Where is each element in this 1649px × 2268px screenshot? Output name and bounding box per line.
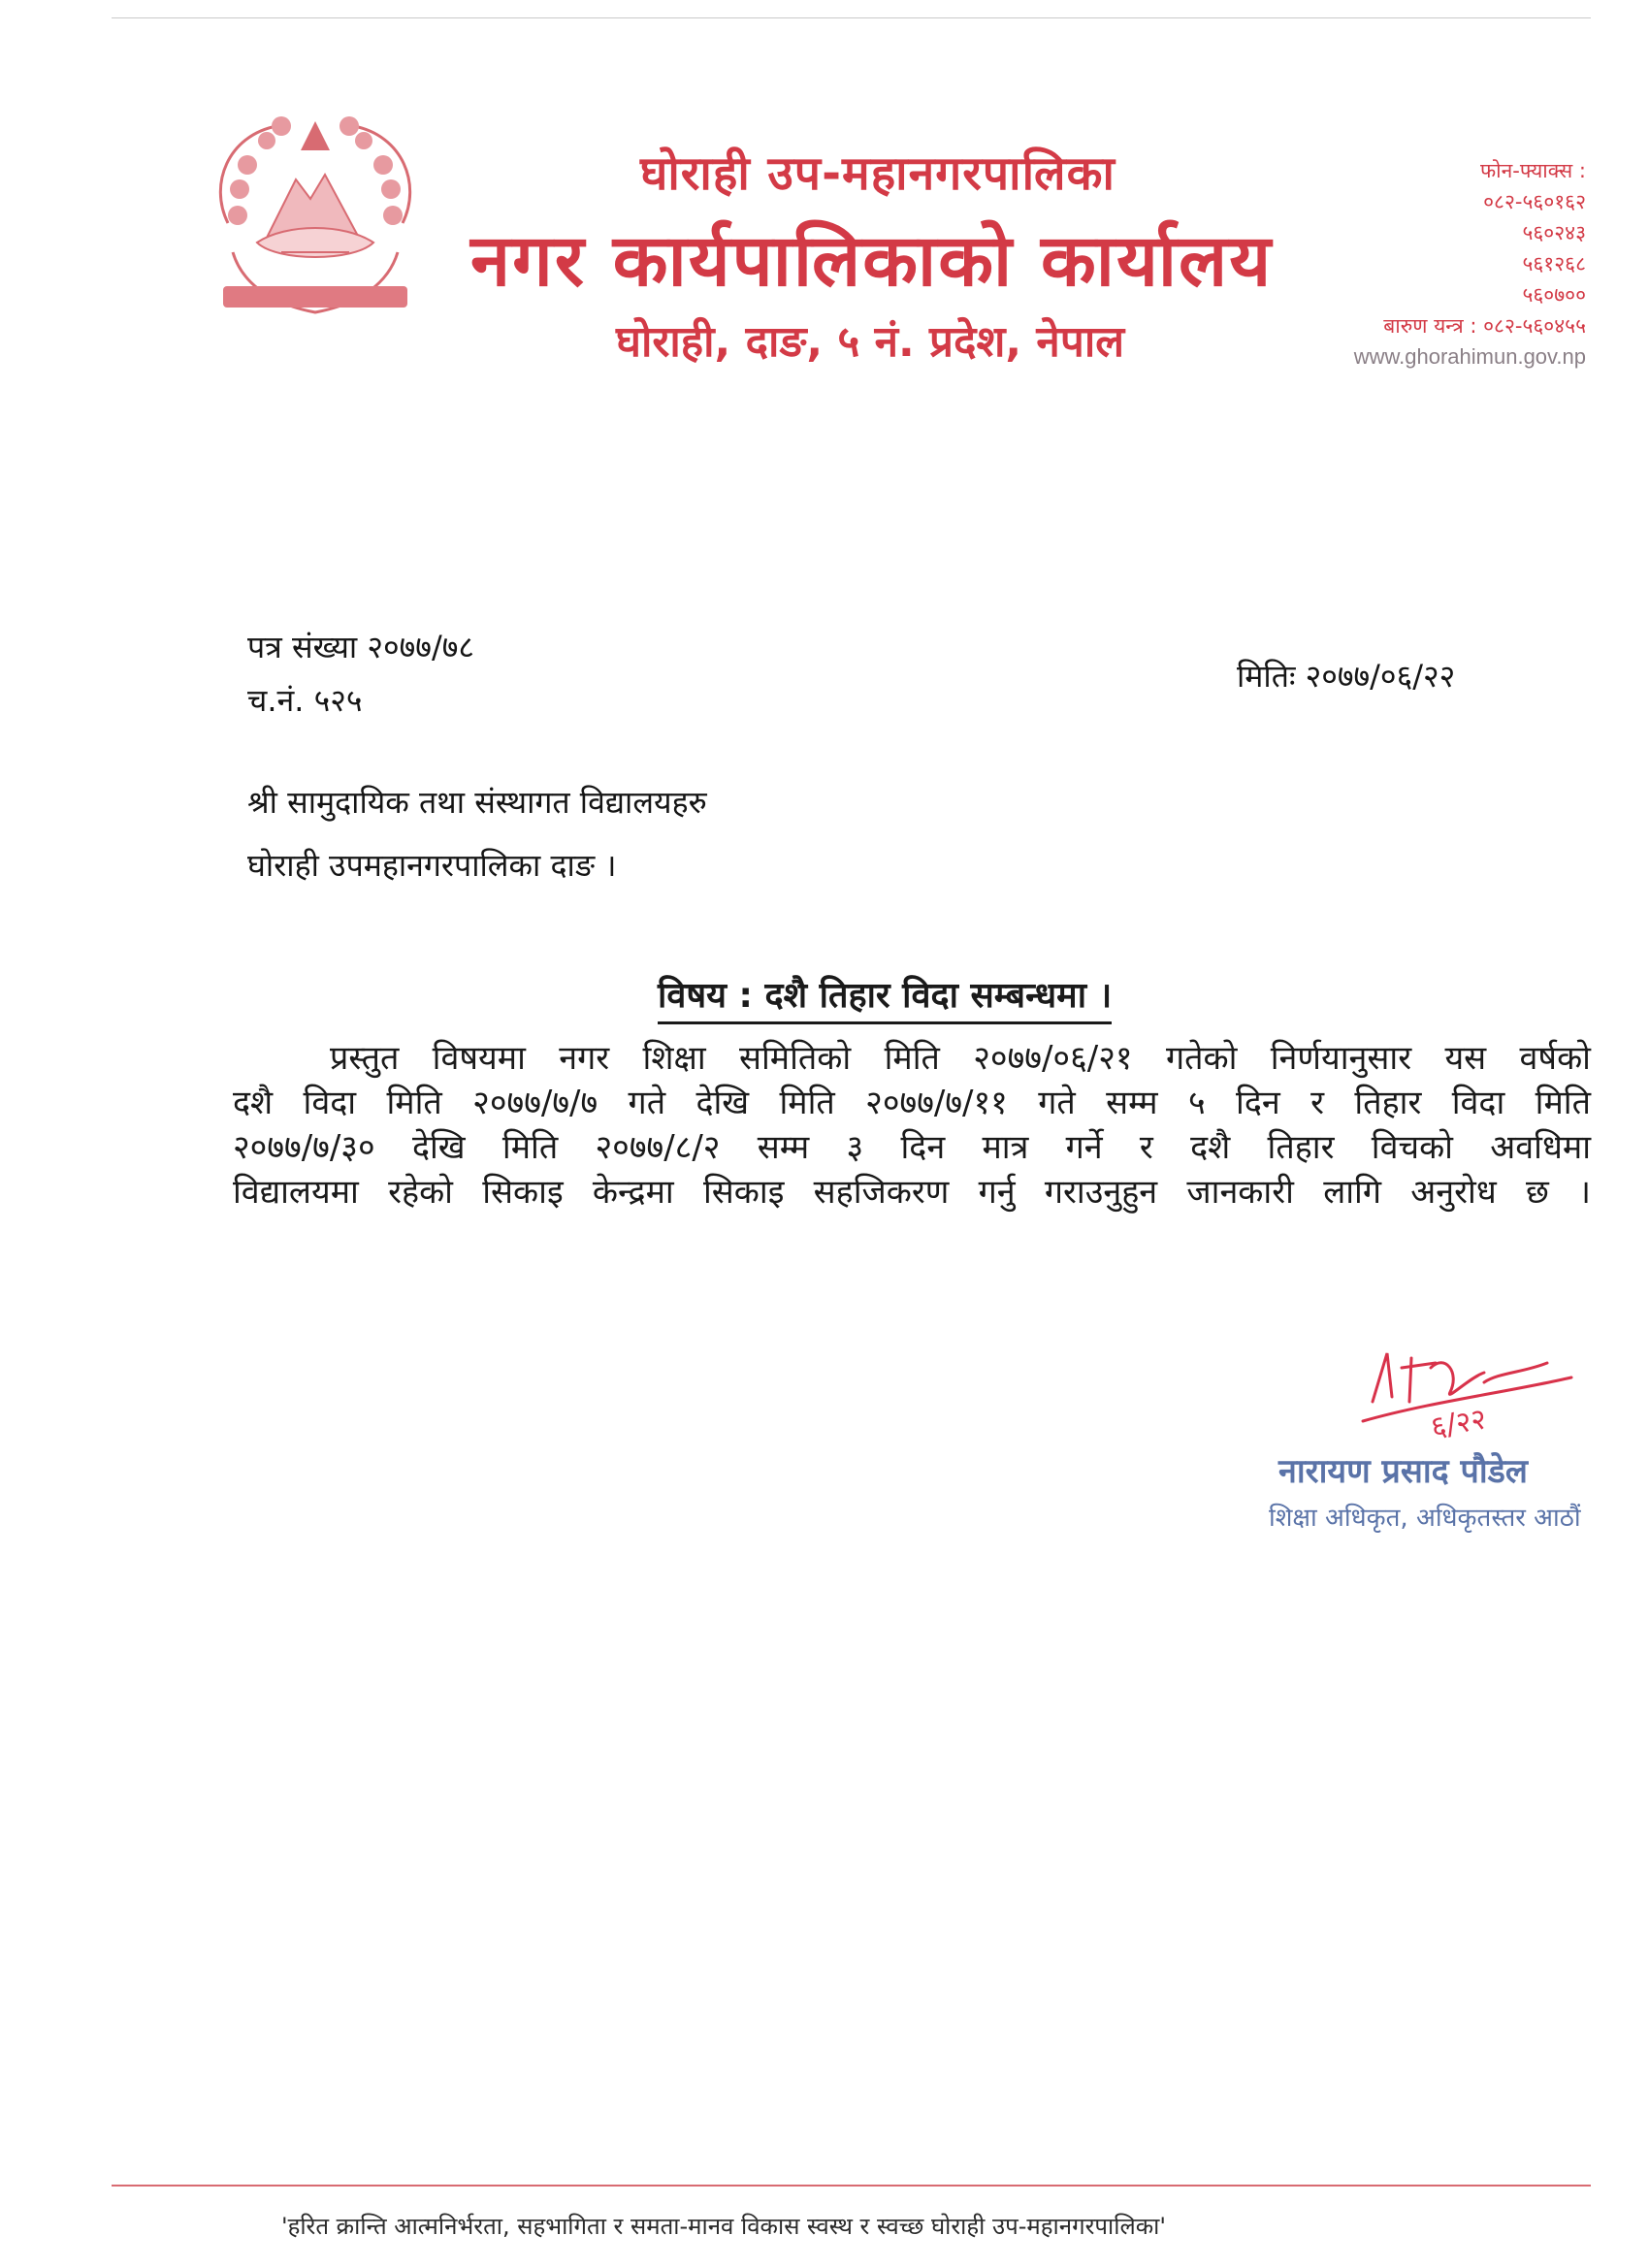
emblem-icon xyxy=(189,107,441,330)
website-link[interactable]: www.ghorahimun.gov.np xyxy=(1353,344,1586,369)
contact-block xyxy=(1354,155,1586,373)
office-name: नगर कार्यपालिकाको कार्यालय xyxy=(470,219,1274,303)
letter-date: मितिः २०७७/०६/२२ xyxy=(1237,658,1456,695)
signature-date: ६/२२ xyxy=(1428,1402,1489,1445)
office-address: घोराही, दाङ, ५ नं. प्रदेश, नेपाल xyxy=(616,317,1125,367)
phone-number: ०८२-५६०१६२ xyxy=(1483,190,1586,213)
body-line: २०७७/७/३० देखि मिति २०७७/८/२ सम्म ३ दिन मात्र गर्ने र दशै तिहार विचको अवधिमा xyxy=(233,1128,1591,1167)
contact-label: फोन-फ्याक्स : xyxy=(1479,159,1586,182)
recipient-line: श्री सामुदायिक तथा संस्थागत विद्यालयहरु xyxy=(247,784,707,821)
signature-icon xyxy=(1353,1334,1586,1460)
municipality-name: घोराही उप-महानगरपालिका xyxy=(640,146,1116,201)
top-rule xyxy=(112,17,1591,18)
phone-number: ५६१२६८ xyxy=(1522,252,1586,275)
phone-number: ५६०७०० xyxy=(1522,283,1586,307)
dispatch-number: च.नं. ५२५ xyxy=(247,682,363,719)
recipient-address: घोराही उपमहानगरपालिका दाङ । xyxy=(247,847,617,884)
bottom-rule xyxy=(112,2185,1591,2187)
phone-number: ५६०२४३ xyxy=(1522,221,1586,244)
body-line: प्रस्तुत विषयमा नगर शिक्षा समितिको मिति २०७७/०६/२१ गतेको निर्णयानुसार यस वर्षको xyxy=(330,1039,1591,1078)
signatory-title: शिक्षा अधिकृत, अधिकृतस्तर आठौं xyxy=(1269,1504,1581,1533)
footer-slogan: 'हरित क्रान्ति आत्मनिर्भरता, सहभागिता र समता-मानव विकास स्वस्थ र स्वच्छ घोराही उप-महानगरपालिका' xyxy=(281,2213,1166,2240)
fire-contact: बारुण यन्त्र : ०८२-५६०४५५ xyxy=(1383,314,1586,338)
subject-line: विषय : दशै तिहार विदा सम्बन्धमा । xyxy=(658,970,1112,1024)
body-paragraph xyxy=(233,1036,1591,1215)
letter-number: पत्र संख्या २०७७/७८ xyxy=(247,629,475,665)
body-line: दशै विदा मिति २०७७/७/७ गते देखि मिति २०७७/७/११ गते सम्म ५ दिन र तिहार विदा मिति xyxy=(233,1084,1591,1122)
signatory-name: नारायण प्रसाद पौडेल xyxy=(1278,1452,1528,1491)
body-line: विद्यालयमा रहेको सिकाइ केन्द्रमा सिकाइ सहजिकरण गर्नु गराउनुहुन जानकारी लागि अनुरोध छ । xyxy=(233,1173,1591,1212)
